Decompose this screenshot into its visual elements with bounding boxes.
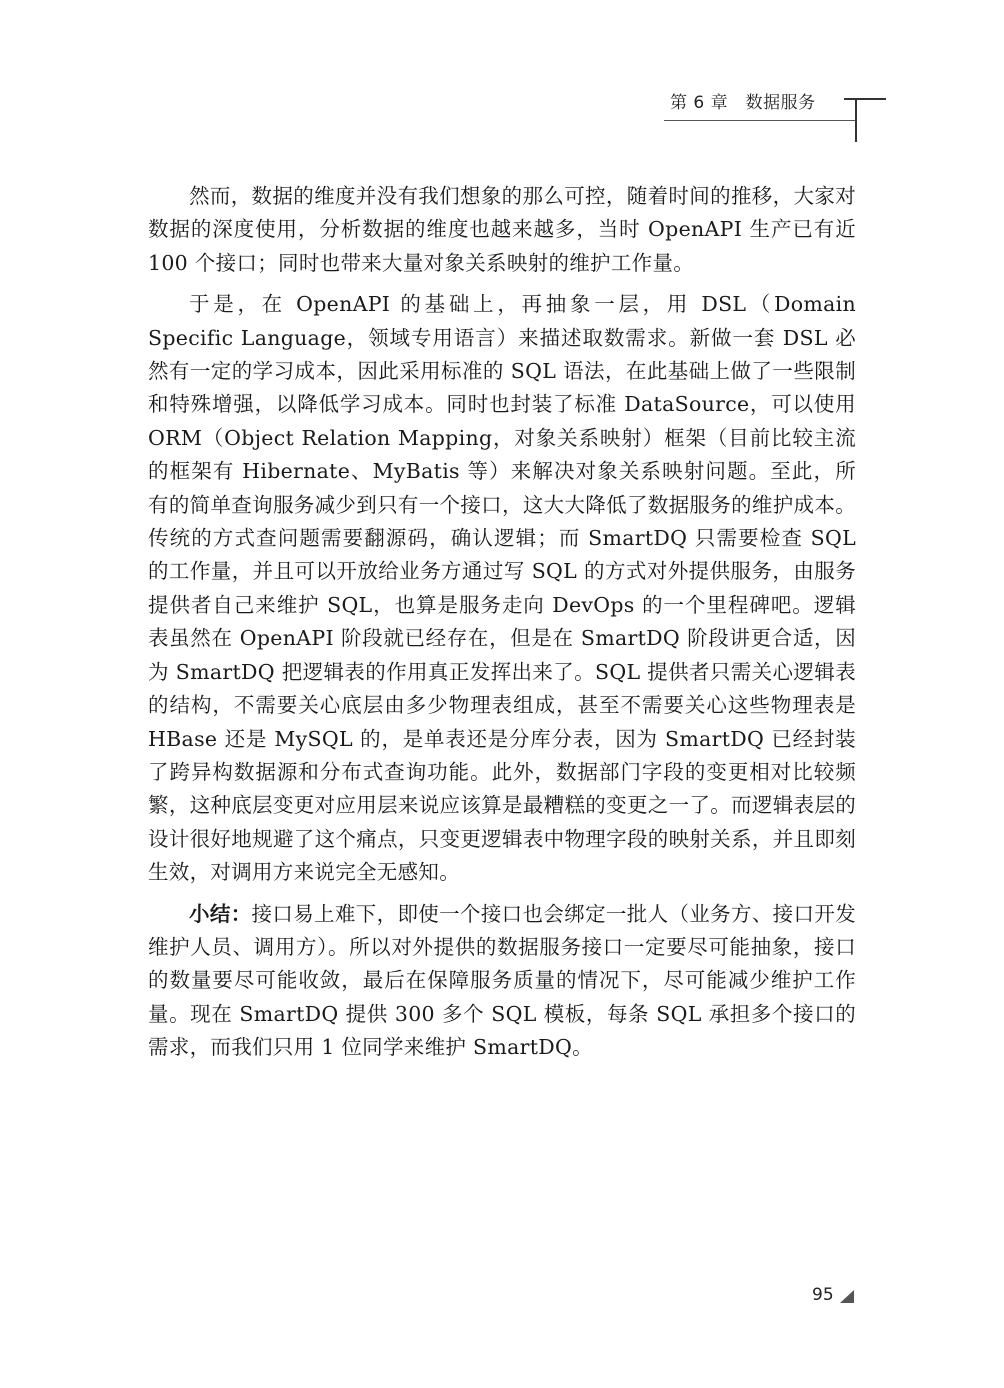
corner-triangle-icon	[840, 1290, 854, 1303]
page-number: 95	[812, 1285, 834, 1305]
summary-text: 接口易上难下，即使一个接口也会绑定一批人（业务方、接口开发维护人员、调用方）。所以对外提供的数据服务接口一定要尽可能抽象，接口的数量要尽可能收敛，最后在保障服务质量的情况下，尽可能减少维护工作量。现在 SmartDQ 提供 300 多个 SQL 模板，每条 SQL 承担多个接口的需求，而我们只用 1 位同学来维护 SmartDQ。	[148, 901, 857, 1060]
page-body	[148, 180, 856, 1073]
paragraph-1: 然而，数据的维度并没有我们想象的那么可控，随着时间的推移，大家对数据的深度使用，分析数据的维度也越来越多，当时 OpenAPI 生产已有近 100 个接口；同时也带来大量对象关系映射的维护工作量。	[148, 184, 856, 275]
page-footer	[812, 1285, 862, 1309]
summary-label: 小结：	[189, 901, 252, 926]
header-rule-top	[844, 98, 886, 100]
summary-paragraph	[148, 898, 856, 1065]
chapter-title: 第 6 章 数据服务	[670, 93, 816, 113]
paragraph-2: 于是，在 OpenAPI 的基础上，再抽象一层，用 DSL（Domain Specific Language，领域专用语言）来描述取数需求。新做一套 DSL 必然有一定的学习成本，因此采用标准的 SQL 语法，在此基础上做了一些限制和特殊增强，以降低学习成本。同时也封装了标准 DataSource，可以使用 ORM（Object Relation Mapping，对象关系映射）框架（目前比较主流的框架有 Hibernate、MyBatis 等）来解决对象关系映射问题。至此，所有的简单查询服务减少到只有一个接口，这大大降低了数据服务的维护成本。传统的方式查问题需要翻源码，确认逻辑；而 SmartDQ 只需要检查 SQL 的工作量，并且可以开放给业务方通过写 SQL 的方式对外提供服务，由服务提供者自己来维护 SQL，也算是服务走向 DevOps 的一个里程碑吧。逻辑表虽然在 OpenAPI 阶段就已经存在，但是在 SmartDQ 阶段讲更合适，因为 SmartDQ 把逻辑表的作用真正发挥出来了。SQL 提供者只需关心逻辑表的结构，不需要关心底层由多少物理表组成，甚至不需要关心这些物理表是 HBase 还是 MySQL 的，是单表还是分库分表，因为 SmartDQ 已经封装了跨异构数据源和分布式查询功能。此外，数据部门字段的变更相对比较频繁，这种底层变更对应用层来说应该算是最糟糕的变更之一了。而逻辑表层的设计很好地规避了这个痛点，只变更逻辑表中物理字段的映射关系，并且即刻生效，对调用方来说完全无感知。	[148, 292, 856, 885]
header-rule-vertical	[855, 98, 857, 142]
header-rule-bottom	[664, 120, 856, 121]
